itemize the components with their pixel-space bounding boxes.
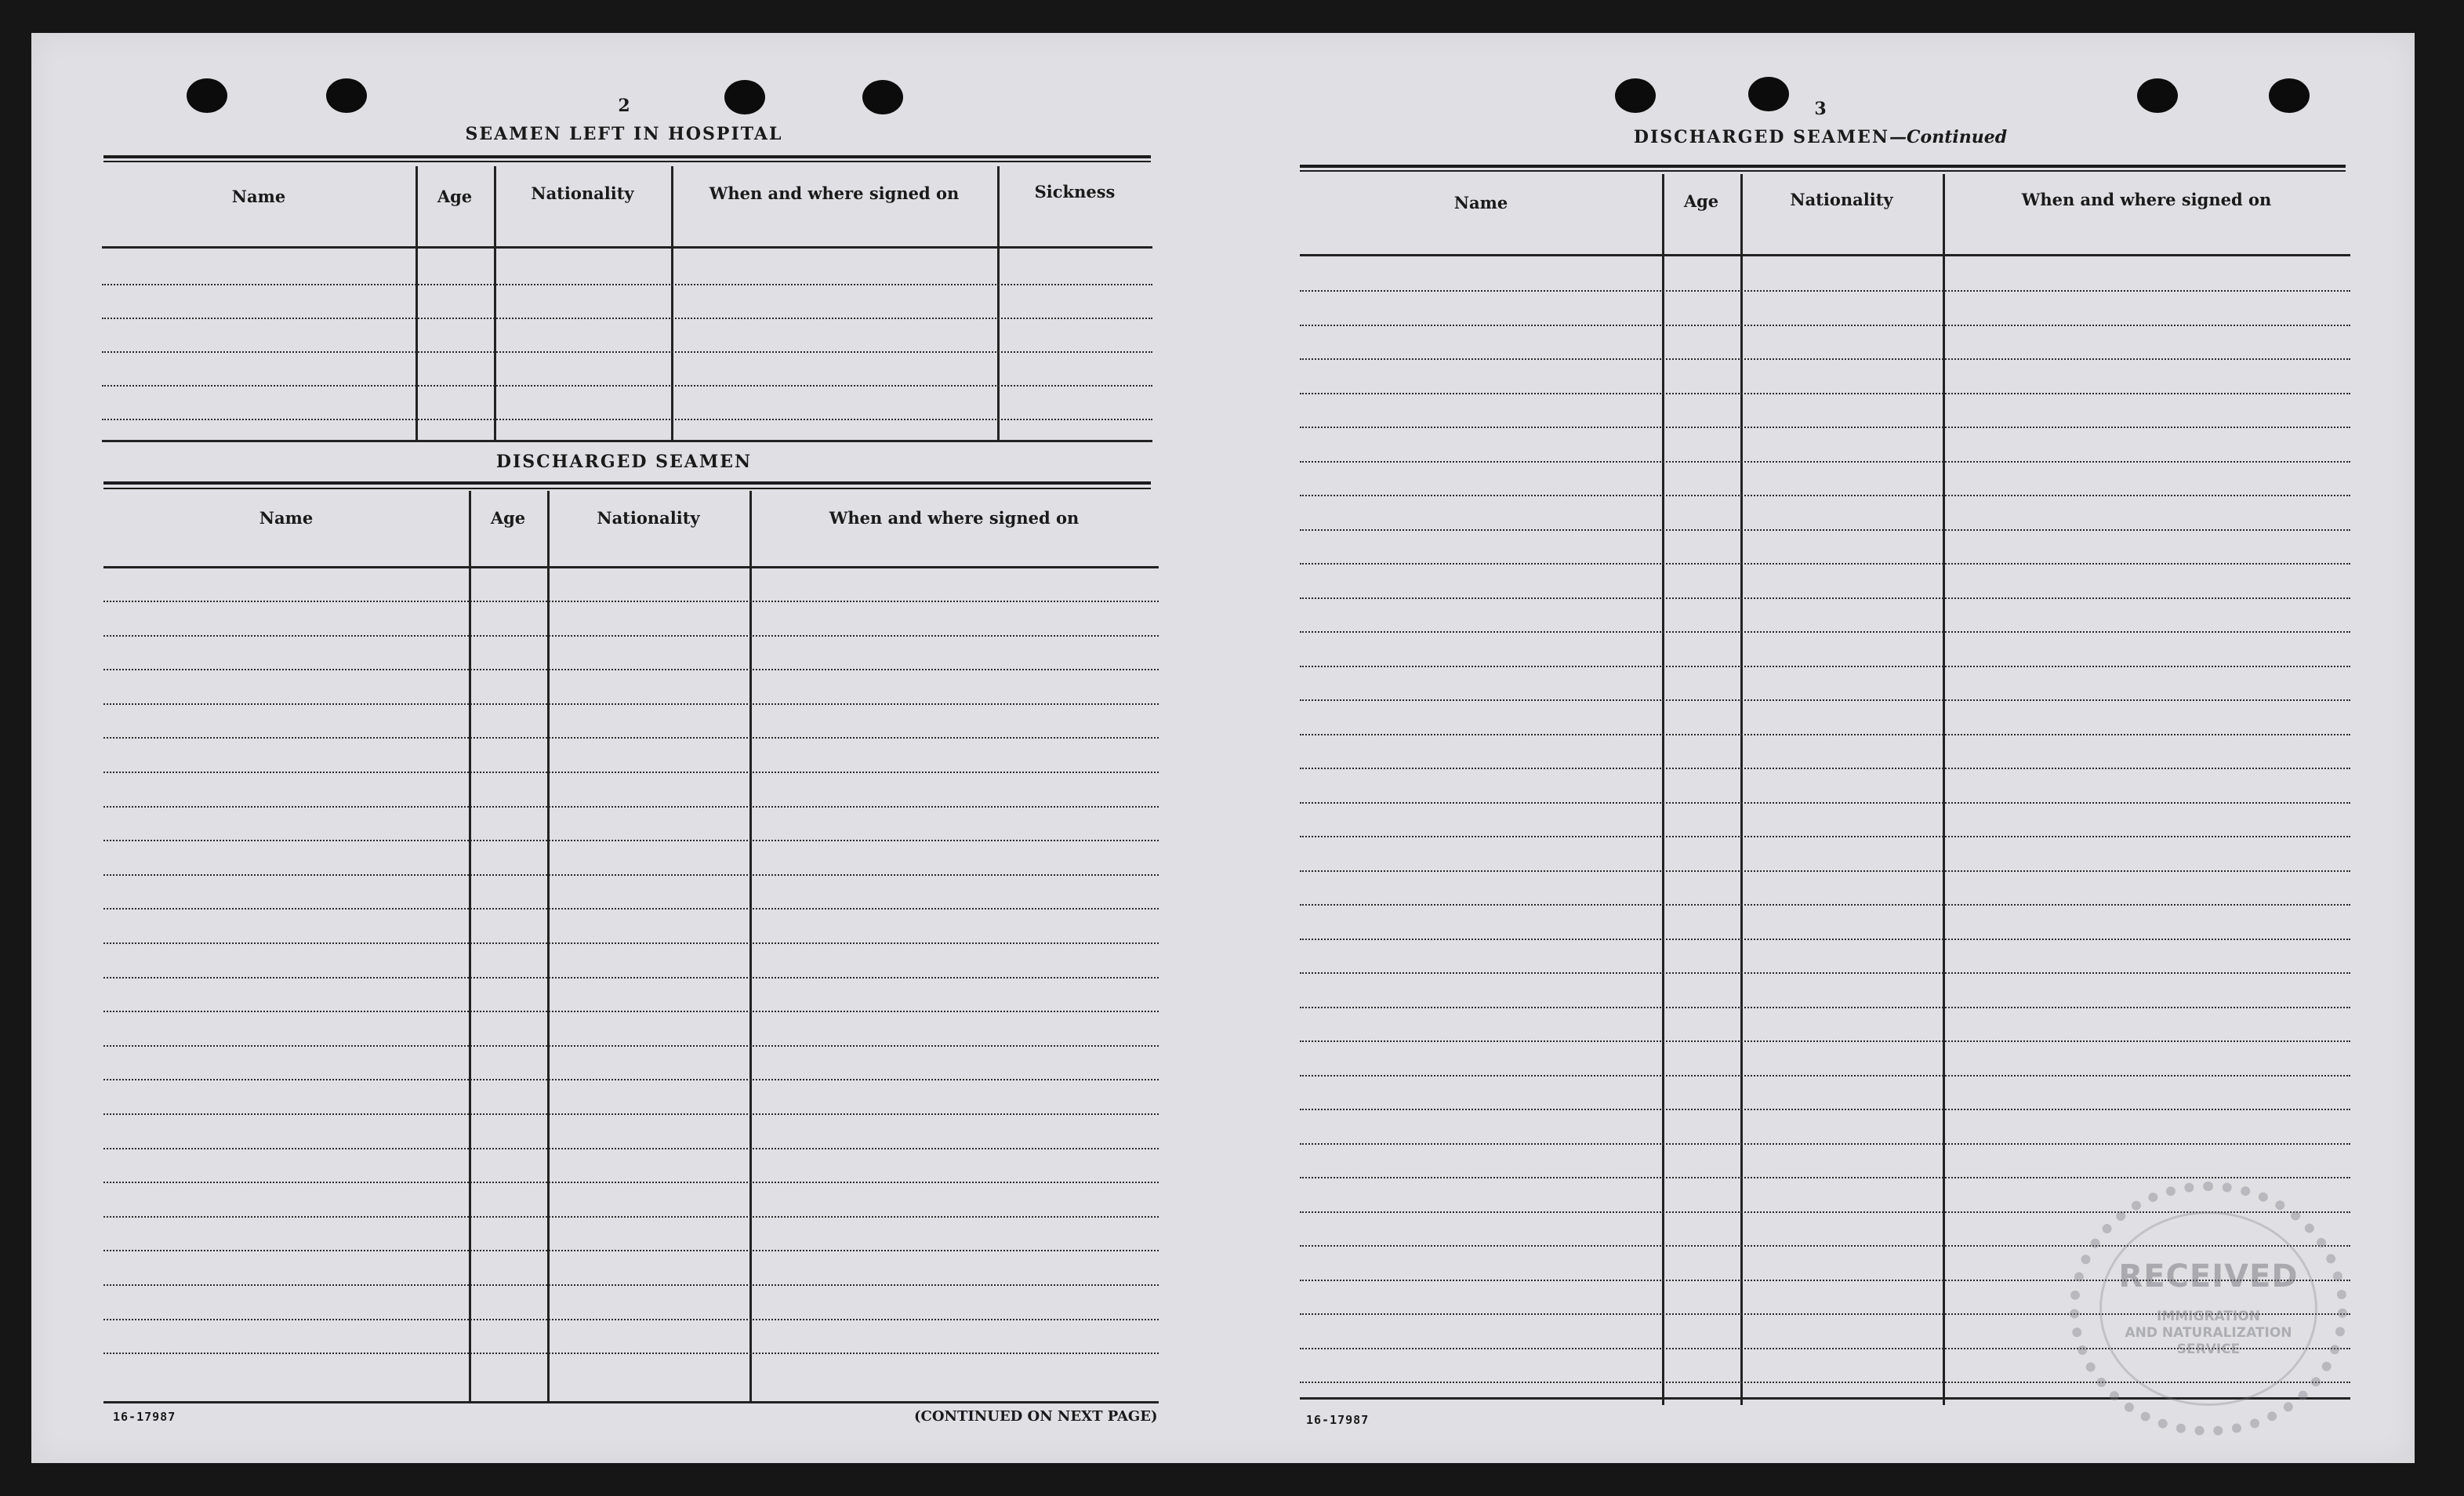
table-row xyxy=(1300,666,2350,667)
divider xyxy=(1300,170,2346,172)
table-row xyxy=(103,1079,1159,1080)
table-row xyxy=(1300,461,2350,463)
punch-hole xyxy=(862,80,903,114)
table-row xyxy=(103,601,1159,602)
continued-note: (CONTINUED ON NEXT PAGE) xyxy=(914,1408,1158,1425)
column-header-name: Name xyxy=(231,187,286,206)
form-number: 16-17987 xyxy=(113,1410,176,1424)
column-header-when-where: When and where signed on xyxy=(709,183,960,203)
table-row xyxy=(103,874,1159,876)
table-row xyxy=(1300,1143,2350,1145)
punch-hole xyxy=(724,80,765,114)
table-row xyxy=(103,703,1159,705)
table-bottom-rule xyxy=(102,440,1152,442)
table-row xyxy=(102,318,1152,319)
table-row xyxy=(1300,699,2350,701)
divider xyxy=(103,161,1151,162)
header-underline xyxy=(103,566,1159,568)
column-header-nationality: Nationality xyxy=(531,183,634,203)
table-row xyxy=(1300,358,2350,360)
table-row xyxy=(1300,1040,2350,1042)
hospital-section-title: SEAMEN LEFT IN HOSPITAL xyxy=(465,124,783,144)
table-row xyxy=(1300,1177,2350,1178)
table-row xyxy=(103,772,1159,773)
table-row xyxy=(103,737,1159,739)
stamp-title: RECEIVED xyxy=(2118,1258,2299,1294)
table-row xyxy=(1300,734,2350,735)
table-row xyxy=(1300,972,2350,974)
punch-hole xyxy=(2137,78,2178,113)
table-row xyxy=(103,1250,1159,1251)
table-row xyxy=(1300,836,2350,837)
table-row xyxy=(103,1319,1159,1320)
table-row xyxy=(1300,597,2350,599)
punch-hole xyxy=(187,78,227,113)
column-divider xyxy=(997,166,1000,442)
table-row xyxy=(1300,393,2350,394)
table-row xyxy=(103,1353,1159,1354)
punch-hole xyxy=(1615,78,1656,113)
table-row xyxy=(1300,870,2350,872)
table-row xyxy=(103,1182,1159,1183)
stamp-line: SERVICE xyxy=(2176,1342,2241,1357)
discharged-table xyxy=(103,491,1159,1403)
discharged-title-text: DISCHARGED SEAMEN xyxy=(1633,127,1890,147)
table-row xyxy=(1300,1007,2350,1008)
punch-hole xyxy=(2269,78,2310,113)
table-row xyxy=(103,1148,1159,1149)
table-row xyxy=(103,1284,1159,1286)
table-bottom-rule xyxy=(103,1401,1159,1403)
page-number: 2 xyxy=(618,96,630,116)
table-row xyxy=(1300,563,2350,565)
table-row xyxy=(1300,1075,2350,1077)
table-row xyxy=(103,1011,1159,1012)
stamp-line: IMMIGRATION xyxy=(2157,1309,2260,1324)
table-row xyxy=(1300,939,2350,940)
table-row xyxy=(102,284,1152,285)
received-stamp xyxy=(2070,1182,2347,1436)
column-divider xyxy=(749,491,752,1403)
page-number: 3 xyxy=(1814,99,1827,119)
stamp-line: AND NATURALIZATION xyxy=(2125,1325,2292,1341)
divider xyxy=(1300,165,2346,168)
column-header-sickness: Sickness xyxy=(1034,182,1116,202)
column-divider xyxy=(671,166,673,442)
stamp-text xyxy=(2079,1309,2338,1358)
column-header-nationality: Nationality xyxy=(1790,190,1893,209)
left-page xyxy=(31,33,1207,1463)
column-header-when-where: When and where signed on xyxy=(2021,190,2272,209)
continued-suffix: —Continued xyxy=(1889,127,2008,147)
discharged-continued-title xyxy=(1634,127,2007,147)
divider xyxy=(103,155,1151,158)
header-underline xyxy=(1300,254,2350,256)
table-row xyxy=(1300,325,2350,326)
divider xyxy=(103,488,1151,489)
column-header-age: Age xyxy=(437,187,473,206)
table-row xyxy=(1300,427,2350,428)
table-row xyxy=(102,351,1152,353)
table-row xyxy=(103,1216,1159,1218)
table-row xyxy=(1300,904,2350,906)
punch-hole xyxy=(1748,77,1789,111)
punch-hole xyxy=(326,78,367,113)
hospital-table xyxy=(102,166,1152,442)
column-divider xyxy=(469,491,471,1403)
table-row xyxy=(103,1045,1159,1047)
table-row xyxy=(1300,495,2350,496)
table-row xyxy=(103,635,1159,637)
table-row xyxy=(103,908,1159,910)
column-header-name: Name xyxy=(1453,193,1508,212)
column-header-when-where: When and where signed on xyxy=(829,508,1080,528)
table-row xyxy=(1300,802,2350,804)
form-number: 16-17987 xyxy=(1306,1413,1370,1427)
discharged-section-title: DISCHARGED SEAMEN xyxy=(495,452,753,472)
table-row xyxy=(103,669,1159,670)
table-row xyxy=(1300,290,2350,292)
form-sheet xyxy=(31,33,2415,1463)
table-row xyxy=(103,942,1159,944)
table-row xyxy=(103,1113,1159,1115)
column-header-age: Age xyxy=(1683,191,1719,211)
column-divider xyxy=(494,166,496,442)
table-row xyxy=(102,385,1152,387)
header-underline xyxy=(102,246,1152,249)
table-row xyxy=(103,806,1159,808)
table-row xyxy=(1300,768,2350,769)
divider xyxy=(103,481,1151,485)
column-divider xyxy=(416,166,418,442)
table-row xyxy=(1300,631,2350,633)
table-row xyxy=(102,419,1152,420)
table-row xyxy=(1300,1109,2350,1110)
table-row xyxy=(103,977,1159,979)
column-header-age: Age xyxy=(490,508,526,528)
column-header-name: Name xyxy=(259,508,314,528)
column-header-nationality: Nationality xyxy=(597,508,700,528)
column-divider xyxy=(547,491,550,1403)
table-row xyxy=(103,840,1159,841)
table-row xyxy=(1300,529,2350,531)
